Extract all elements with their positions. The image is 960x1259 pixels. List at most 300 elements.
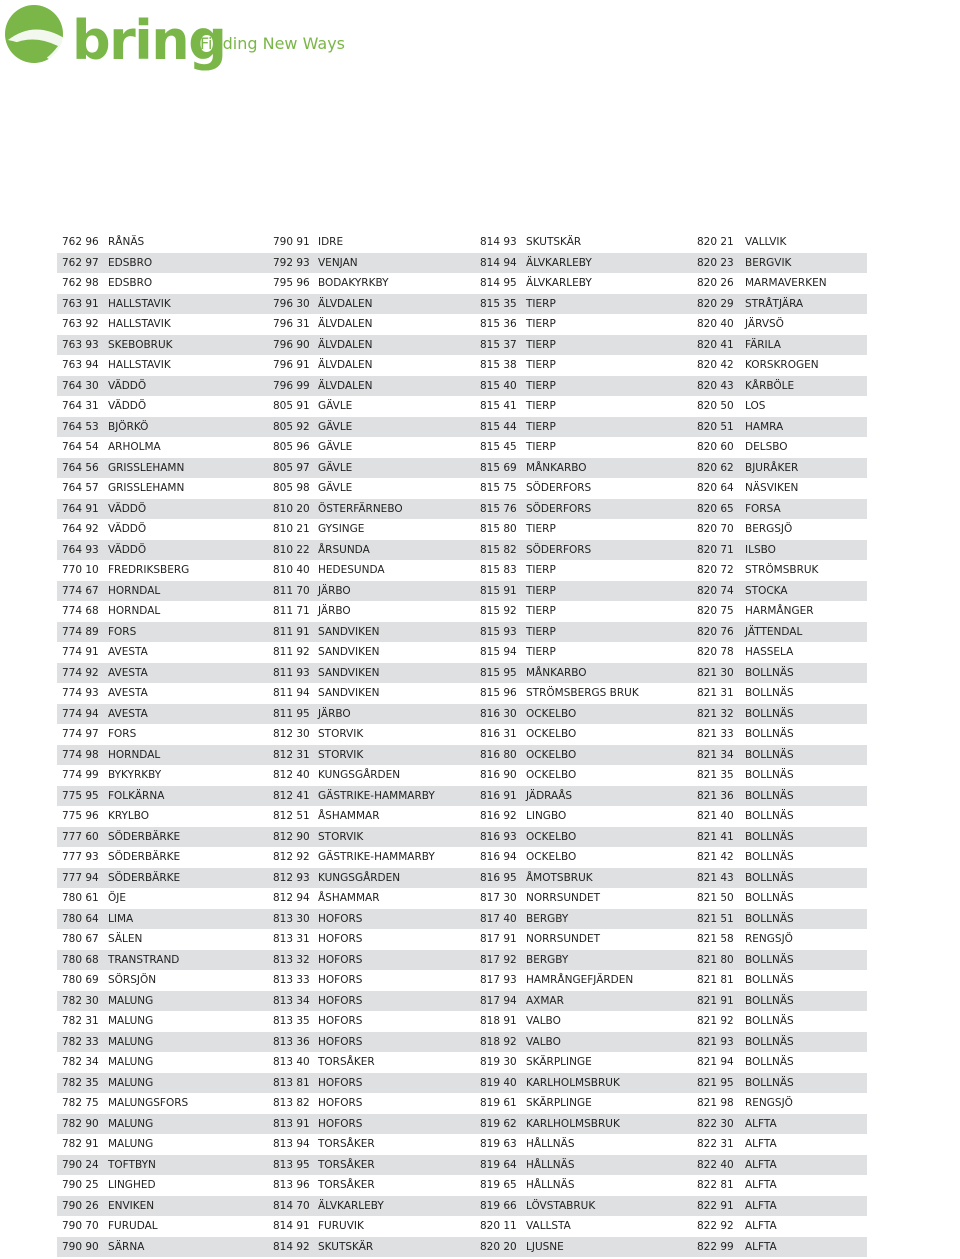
locality-name: GYSINGE [318,523,365,535]
locality-name: BOLLNÄS [745,912,794,925]
postal-code: 811 70 [273,584,310,597]
locality-name: HALLSTAVIK [108,297,171,310]
locality-name: DELSBO [745,441,788,453]
postal-code: 764 31 [62,400,99,412]
table-row [57,232,867,253]
postal-code: 815 37 [480,338,517,351]
locality-name: HOFORS [318,1035,363,1048]
locality-name: HOFORS [318,912,363,925]
locality-name: AXMAR [526,994,564,1007]
locality-name: ÖSTERFÄRNEBO [318,502,403,515]
postal-code: 817 91 [480,933,517,945]
locality-name: BOLLNÄS [745,687,794,699]
locality-name: KARLHOLMSBRUK [526,1117,620,1130]
locality-name: HOFORS [318,1117,363,1130]
locality-name: HÅLLNÄS [526,1138,575,1150]
locality-name: BOLLNÄS [745,892,794,904]
locality-name: MALUNG [108,1015,154,1027]
locality-name: BOLLNÄS [745,789,794,802]
locality-name: HORNDAL [108,605,161,617]
locality-name: RENGSJÖ [745,933,793,945]
locality-name: TIERP [526,400,556,412]
postal-code: 820 65 [697,502,734,515]
postal-code: 822 30 [697,1117,734,1130]
postal-code: 815 83 [480,564,517,576]
postal-code: 821 40 [697,810,734,822]
postal-code: 815 40 [480,379,517,392]
postal-code: 782 30 [62,994,99,1007]
postal-code: 764 54 [62,441,99,453]
postal-code: 820 21 [697,236,734,248]
table-row [57,314,867,335]
postal-code: 812 31 [273,748,310,761]
locality-name: HORNDAL [108,584,161,597]
locality-name: BJÖRKÖ [108,420,149,433]
postal-code: 821 32 [697,707,734,720]
locality-name: FURUDAL [108,1220,158,1232]
postal-code: 821 80 [697,953,734,966]
postal-code: 820 42 [697,359,734,371]
locality-name: KUNGSGÅRDEN [318,871,401,884]
locality-name: BOLLNÄS [745,871,794,884]
postal-code: 774 97 [62,728,99,740]
locality-name: OCKELBO [526,748,577,761]
locality-name: BERGVIK [745,256,792,269]
postal-code: 821 50 [697,892,734,904]
locality-name: KÅRBÖLE [745,379,795,392]
postal-code: 762 98 [62,277,99,289]
locality-name: NORRSUNDET [526,892,601,904]
postal-code: 812 93 [273,871,310,884]
locality-name: ÄLVKARLEBY [526,277,592,289]
postal-code: 817 92 [480,953,517,966]
postal-code: 790 91 [273,236,310,248]
locality-name: BODAKYRKBY [318,277,389,289]
locality-name: GÄSTRIKE-HAMMARBY [318,789,435,802]
postal-code: 821 34 [697,748,734,761]
table-row [57,519,867,540]
locality-name: TORSÅKER [318,1056,375,1068]
locality-name: LINGHED [108,1179,156,1191]
postal-code: 780 61 [62,892,99,904]
locality-name: ÄLVDALEN [318,338,373,351]
postal-code: 774 92 [62,666,99,679]
locality-name: TRANSTRAND [108,953,180,966]
postal-code: 816 93 [480,830,517,843]
locality-name: SKEBOBRUK [108,338,173,351]
locality-name: VENJAN [318,256,358,269]
table-row [57,827,867,848]
locality-name: ÄLVKARLEBY [318,1199,384,1212]
table-row [57,417,867,438]
table-row [57,888,867,909]
postal-code: 774 94 [62,707,99,720]
postal-code: 821 51 [697,912,734,925]
locality-name: MARMAVERKEN [745,277,827,289]
postal-code: 820 11 [480,1220,517,1232]
locality-name: HOFORS [318,1015,363,1027]
postal-code: 782 33 [62,1035,99,1048]
table-row [57,1073,867,1094]
postal-code: 763 94 [62,359,99,371]
table-row [57,1196,867,1217]
postal-code: 821 58 [697,933,734,945]
postal-code: 811 95 [273,707,310,720]
locality-name: JÄRBO [318,605,351,617]
locality-name: ÅMOTSBRUK [526,871,593,884]
locality-name: OCKELBO [526,728,577,740]
postal-code: 821 41 [697,830,734,843]
locality-name: SANDVIKEN [318,666,380,679]
postal-code: 813 30 [273,912,310,925]
postal-code: 821 95 [697,1076,734,1089]
postal-code: 813 82 [273,1097,310,1109]
locality-name: TORSÅKER [318,1179,375,1191]
locality-name: KRYLBO [108,810,150,822]
locality-name: BOLLNÄS [745,748,794,761]
postal-code: 812 51 [273,810,310,822]
locality-name: GÄVLE [318,461,353,474]
locality-name: BJURÅKER [745,461,799,474]
postal-code: 815 41 [480,400,517,412]
postal-code: 820 75 [697,605,734,617]
postal-code: 811 92 [273,646,310,658]
postal-code: 816 91 [480,789,517,802]
postal-code: 817 30 [480,892,517,904]
brand-name: bring [72,9,226,72]
locality-name: BOLLNÄS [745,830,794,843]
postal-code: 777 94 [62,871,99,884]
postal-code: 814 93 [480,236,517,248]
locality-name: VALLSTA [526,1220,571,1232]
locality-name: SANDVIKEN [318,625,380,638]
table-row [57,724,867,745]
locality-name: GÄVLE [318,482,353,494]
locality-name: VALBO [526,1035,561,1048]
table-row [57,642,867,663]
postal-code: 816 90 [480,769,517,781]
locality-name: HALLSTAVIK [108,318,171,330]
postal-code: 815 69 [480,461,517,474]
page-header [0,0,960,80]
locality-name: HOFORS [318,933,363,945]
postal-code: 820 41 [697,338,734,351]
postal-code: 774 67 [62,584,99,597]
locality-name: BOLLNÄS [745,728,794,740]
postal-code: 817 40 [480,912,517,925]
postal-code: 816 94 [480,851,517,863]
table-row [57,478,867,499]
postal-code: 796 99 [273,379,310,392]
locality-name: BOLLNÄS [745,1076,794,1089]
postal-code: 814 94 [480,256,517,269]
table-row [57,581,867,602]
locality-name: BYKYRKBY [108,769,162,781]
postal-code: 813 40 [273,1056,310,1068]
locality-name: MALUNGSFORS [108,1097,189,1109]
postal-code: 764 93 [62,543,99,556]
locality-name: BOLLNÄS [745,769,794,781]
postal-code: 764 53 [62,420,99,433]
locality-name: TIERP [526,297,556,310]
locality-name: FÄRILA [745,338,781,351]
locality-name: VALLVIK [745,236,787,248]
locality-name: BOLLNÄS [745,666,794,679]
locality-name: BOLLNÄS [745,810,794,822]
locality-name: VALBO [526,1015,561,1027]
postal-code: 821 92 [697,1015,734,1027]
postal-code: 821 98 [697,1097,734,1109]
locality-name: SÖDERBÄRKE [108,871,181,884]
locality-name: BERGSJÖ [745,523,793,535]
locality-name: TORSÅKER [318,1158,375,1171]
postal-code: 812 92 [273,851,310,863]
locality-name: BOLLNÄS [745,1015,794,1027]
postal-code: 820 29 [697,297,734,310]
table-row [57,765,867,786]
postal-code: 796 31 [273,318,310,330]
locality-name: GÄVLE [318,420,353,433]
locality-name: VÄDDÖ [108,523,147,535]
locality-name: GÄVLE [318,441,353,453]
locality-name: FOLKÄRNA [108,789,165,802]
table-row [57,683,867,704]
locality-name: TIERP [526,441,556,453]
locality-name: TIERP [526,420,556,433]
postal-code: 818 91 [480,1015,517,1027]
table-row [57,1114,867,1135]
postal-code: 813 31 [273,933,310,945]
postal-code: 816 95 [480,871,517,884]
postal-code: 782 31 [62,1015,99,1027]
table-row [57,1032,867,1053]
locality-name: ALFTA [745,1179,777,1191]
postal-code: 813 33 [273,974,310,986]
table-row [57,745,867,766]
locality-name: ÄLVDALEN [318,297,373,310]
postal-code: 822 99 [697,1240,734,1253]
locality-name: MÅNKARBO [526,666,587,679]
postal-code: 780 67 [62,933,99,945]
postal-code: 812 41 [273,789,310,802]
postal-code: 818 92 [480,1035,517,1048]
postal-code: 811 71 [273,605,310,617]
locality-name: TIERP [526,379,556,392]
locality-name: SKUTSKÄR [526,236,582,248]
locality-name: HÅLLNÄS [526,1179,575,1191]
postal-code: 790 25 [62,1179,99,1191]
locality-name: SÖRSJÖN [108,974,157,986]
locality-name: AVESTA [108,646,148,658]
postal-code: 816 80 [480,748,517,761]
locality-name: GÄVLE [318,400,353,412]
postal-code: 819 63 [480,1138,517,1150]
postal-code: 780 69 [62,974,99,986]
locality-name: HOFORS [318,953,363,966]
postal-code: 763 93 [62,338,99,351]
postal-code: 812 30 [273,728,310,740]
locality-name: IDRE [318,236,344,248]
locality-name: SÖDERFORS [526,543,592,556]
postal-code: 812 90 [273,830,310,843]
postal-code: 820 76 [697,625,734,638]
postal-code: 764 57 [62,482,99,494]
postal-code: 774 91 [62,646,99,658]
postal-code: 819 64 [480,1158,517,1171]
postal-code: 820 78 [697,646,734,658]
postal-code: 815 80 [480,523,517,535]
locality-name: BERGBY [526,912,569,925]
table-row [57,950,867,971]
postal-code: 811 93 [273,666,310,679]
postal-code: 815 91 [480,584,517,597]
locality-name: ÅSHAMMAR [318,810,380,822]
postal-code: 820 26 [697,277,734,289]
postal-code: 805 96 [273,441,310,453]
locality-name: SÄLEN [108,933,143,945]
postal-code: 775 95 [62,789,99,802]
locality-name: FORSA [745,502,781,515]
postal-code: 777 93 [62,851,99,863]
locality-name: AVESTA [108,707,148,720]
locality-name: ALFTA [745,1220,777,1232]
postal-code: 812 40 [273,769,310,781]
postal-code: 822 92 [697,1220,734,1232]
postal-code: 821 94 [697,1056,734,1068]
locality-name: MALUNG [108,1138,154,1150]
bring-logo-icon [0,0,72,80]
locality-name: MALUNG [108,1117,154,1130]
locality-name: HALLSTAVIK [108,359,171,371]
locality-name: ÄLVDALEN [318,318,373,330]
table-row [57,847,867,868]
table-row [57,335,867,356]
postal-code: 774 99 [62,769,99,781]
postal-code: 820 23 [697,256,734,269]
locality-name: HEDESUNDA [318,564,385,576]
postal-code: 813 91 [273,1117,310,1130]
postal-code: 816 92 [480,810,517,822]
postal-code: 811 91 [273,625,310,638]
postal-code: 770 10 [62,564,99,576]
locality-name: LÖVSTABRUK [526,1199,596,1212]
postal-code: 813 94 [273,1138,310,1150]
postal-code: 815 44 [480,420,517,433]
table-row [57,396,867,417]
locality-name: HORNDAL [108,748,161,761]
postal-code: 821 35 [697,769,734,781]
table-row [57,253,867,274]
postal-code: 814 70 [273,1199,310,1212]
locality-name: HAMRÅNGEFJÄRDEN [526,974,634,986]
postal-code: 813 36 [273,1035,310,1048]
locality-name: SANDVIKEN [318,646,380,658]
postal-code: 782 35 [62,1076,99,1089]
locality-name: STORVIK [318,728,364,740]
table-row [57,1011,867,1032]
locality-name: TIERP [526,605,556,617]
locality-name: SÖDERBÄRKE [108,851,181,863]
locality-name: TIERP [526,564,556,576]
postal-code: 821 91 [697,994,734,1007]
locality-name: HÅLLNÄS [526,1158,575,1171]
locality-name: OCKELBO [526,769,577,781]
postal-code: 813 81 [273,1076,310,1089]
locality-name: KUNGSGÅRDEN [318,769,401,781]
locality-name: HARMÅNGER [745,605,814,617]
locality-name: GÄSTRIKE-HAMMARBY [318,851,435,863]
postal-code: 813 35 [273,1015,310,1027]
postal-code: 819 62 [480,1117,517,1130]
locality-name: ÄLVDALEN [318,359,373,371]
table-row [57,1237,867,1258]
postal-code: 820 20 [480,1240,517,1253]
postal-code: 819 61 [480,1097,517,1109]
table-row [57,273,867,294]
locality-name: JÄRVSÖ [745,318,784,330]
table-row [57,601,867,622]
postal-code: 810 21 [273,523,310,535]
postal-code: 774 93 [62,687,99,699]
postal-code: 815 38 [480,359,517,371]
postal-code: 780 64 [62,912,99,925]
locality-name: STORVIK [318,748,364,761]
postal-code: 762 96 [62,236,99,248]
table-row [57,1134,867,1155]
postal-code: 820 74 [697,584,734,597]
locality-name: STOCKA [745,584,788,597]
locality-name: JÄRBO [318,707,351,720]
locality-name: EDSBRO [108,256,153,269]
locality-name: ALFTA [745,1117,777,1130]
locality-name: LINGBO [526,810,567,822]
postal-code: 819 66 [480,1199,517,1212]
postal-code: 763 92 [62,318,99,330]
postal-code: 820 70 [697,523,734,535]
locality-name: BOLLNÄS [745,1035,794,1048]
postal-code: 790 26 [62,1199,99,1212]
locality-name: NORRSUNDET [526,933,601,945]
postal-code: 819 65 [480,1179,517,1191]
locality-name: SÖDERFORS [526,502,592,515]
table-row [57,540,867,561]
postal-code: 819 30 [480,1056,517,1068]
postal-code: 822 81 [697,1179,734,1191]
postal-code: 822 31 [697,1138,734,1150]
locality-name: RÅNÄS [108,236,145,248]
locality-name: GRISSLEHAMN [108,461,185,474]
locality-name: GRISSLEHAMN [108,482,185,494]
postal-code: 820 40 [697,318,734,330]
postal-code: 814 95 [480,277,517,289]
postal-code: 796 30 [273,297,310,310]
postal-code: 805 98 [273,482,310,494]
locality-name: SÄRNA [108,1240,145,1253]
locality-name: ÄLVKARLEBY [526,256,592,269]
postal-code: 822 40 [697,1158,734,1171]
postal-code: 810 40 [273,564,310,576]
postal-code: 821 42 [697,851,734,863]
postal-code: 815 35 [480,297,517,310]
locality-name: EDSBRO [108,277,153,289]
locality-name: STRÖMSBRUK [745,564,819,576]
locality-name: NÄSVIKEN [745,482,799,494]
postal-code: 792 93 [273,256,310,269]
locality-name: BOLLNÄS [745,707,794,720]
postal-code: 782 91 [62,1138,99,1150]
locality-name: ENVIKEN [108,1199,155,1212]
table-row [57,458,867,479]
